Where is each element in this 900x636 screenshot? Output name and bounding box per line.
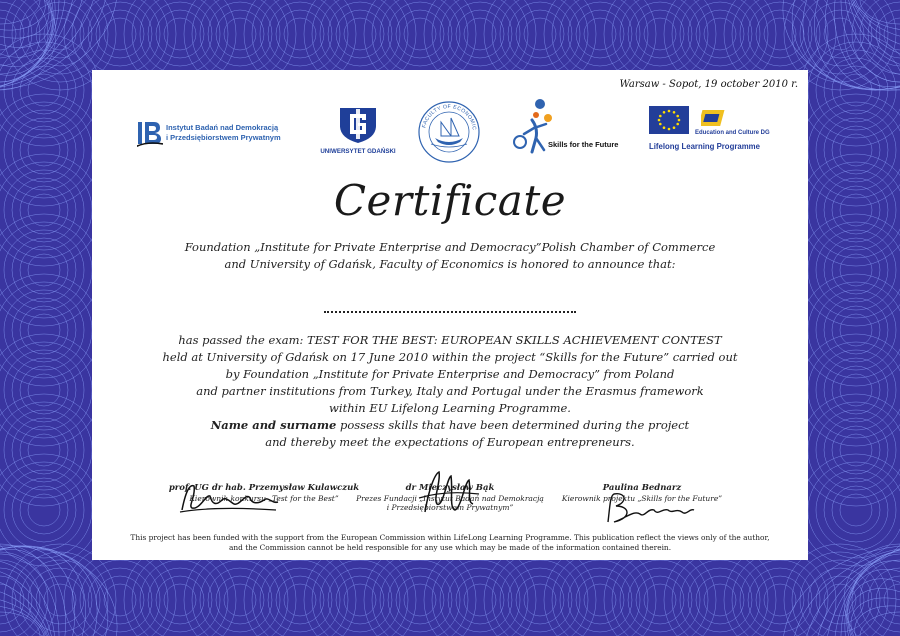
seal-arc-text: FACULTY OF ECONOMIC (421, 103, 477, 131)
logo-row (92, 96, 808, 166)
handwritten-signature (415, 468, 485, 518)
llp-sprite-icon (701, 108, 727, 128)
body-line-6-rest: possess skills that have been determined during the project (336, 418, 690, 432)
ug-logo (318, 104, 398, 164)
body-line-7: and thereby meet the expectations of European entrepreneurs. (265, 435, 635, 449)
signatory-name: Paulina Bednarz (602, 483, 682, 493)
certificate-title: Certificate (333, 176, 567, 225)
handwritten-signature (176, 480, 286, 514)
certificate-body (92, 332, 808, 451)
ship-seal-icon (415, 98, 483, 166)
disclaimer-line-1: This project has been funded with the support from the European Commission within LifeLong Learning Programme. This publication reflect the views only of the author, (130, 533, 770, 542)
faculty-of-economics-seal (415, 98, 483, 166)
ug-logo-label: UNIWERSYTET GDAŃSKI (320, 148, 396, 155)
ib-logo-line2: i Przedsiębiorstwem Prywatnym (166, 132, 281, 142)
signatory-name: dr Mieczysław Bąk (405, 483, 495, 493)
signatory-role: Kierownik projektu „Skills for the Future” (561, 493, 723, 503)
signature-block-bednarz (532, 484, 752, 503)
body-line-6 (92, 417, 808, 434)
body-line-3: by Foundation „Institute for Private Enterprise and Democracy” from Poland (225, 367, 675, 381)
eu-lifelong-learning-logo (649, 106, 789, 156)
ib-logo-line1: Instytut Badań nad Demokracją (166, 123, 279, 132)
recipient-name-line (324, 311, 576, 313)
certificate-sheet (92, 70, 808, 560)
signatory-role: Prezes Fundacji „Instytut Badań nad Demokracją (356, 493, 544, 503)
name-and-surname: Name and surname (210, 418, 337, 432)
ug-crest-icon (336, 104, 380, 144)
body-line-2: held at University of Gdańsk on 17 June 2010 within the project “Skills for the Future” carried out (162, 350, 738, 364)
ib-logo (137, 116, 297, 156)
ib-logo-icon (137, 120, 163, 148)
handwritten-signature (598, 488, 698, 528)
eu-logo-line2: Lifelong Learning Programme (649, 142, 760, 151)
signatory-role-line-2: i Przedsiębiorstwem Prywatnym” (386, 503, 514, 512)
intro-line-2: and University of Gdańsk, Faculty of Economics is honored to announce that: (224, 257, 676, 271)
intro-text (92, 239, 808, 273)
signatory-role: Kierownik konkursu „Test for the Best” (189, 493, 339, 503)
signature-block-bak (340, 484, 560, 513)
body-line-1: has passed the exam: TEST FOR THE BEST: EUROPEAN SKILLS ACHIEVEMENT CONTEST (178, 333, 722, 347)
eu-flag-icon (649, 106, 689, 134)
body-line-5: within EU Lifelong Learning Programme. (329, 401, 571, 415)
skills-logo-label: Skills for the Future (548, 140, 619, 149)
funding-disclaimer (92, 533, 808, 552)
eu-logo-line1: Education and Culture DG (695, 130, 770, 136)
disclaimer-line-2: and the Commission cannot be held responsible for any use which may be made of the information contained therein. (228, 542, 672, 552)
intro-line-1: Foundation „Institute for Private Enterprise and Democracy”Polish Chamber of Commerce (184, 240, 716, 254)
skills-for-the-future-logo (512, 98, 622, 162)
signatory-name: prof. UG dr hab. Przemysław Kulawczuk (168, 483, 360, 493)
place-date: Warsaw - Sopot, 19 october 2010 r. (619, 79, 798, 90)
body-line-4: and partner institutions from Turkey, Italy and Portugal under the Erasmus framework (196, 384, 704, 398)
